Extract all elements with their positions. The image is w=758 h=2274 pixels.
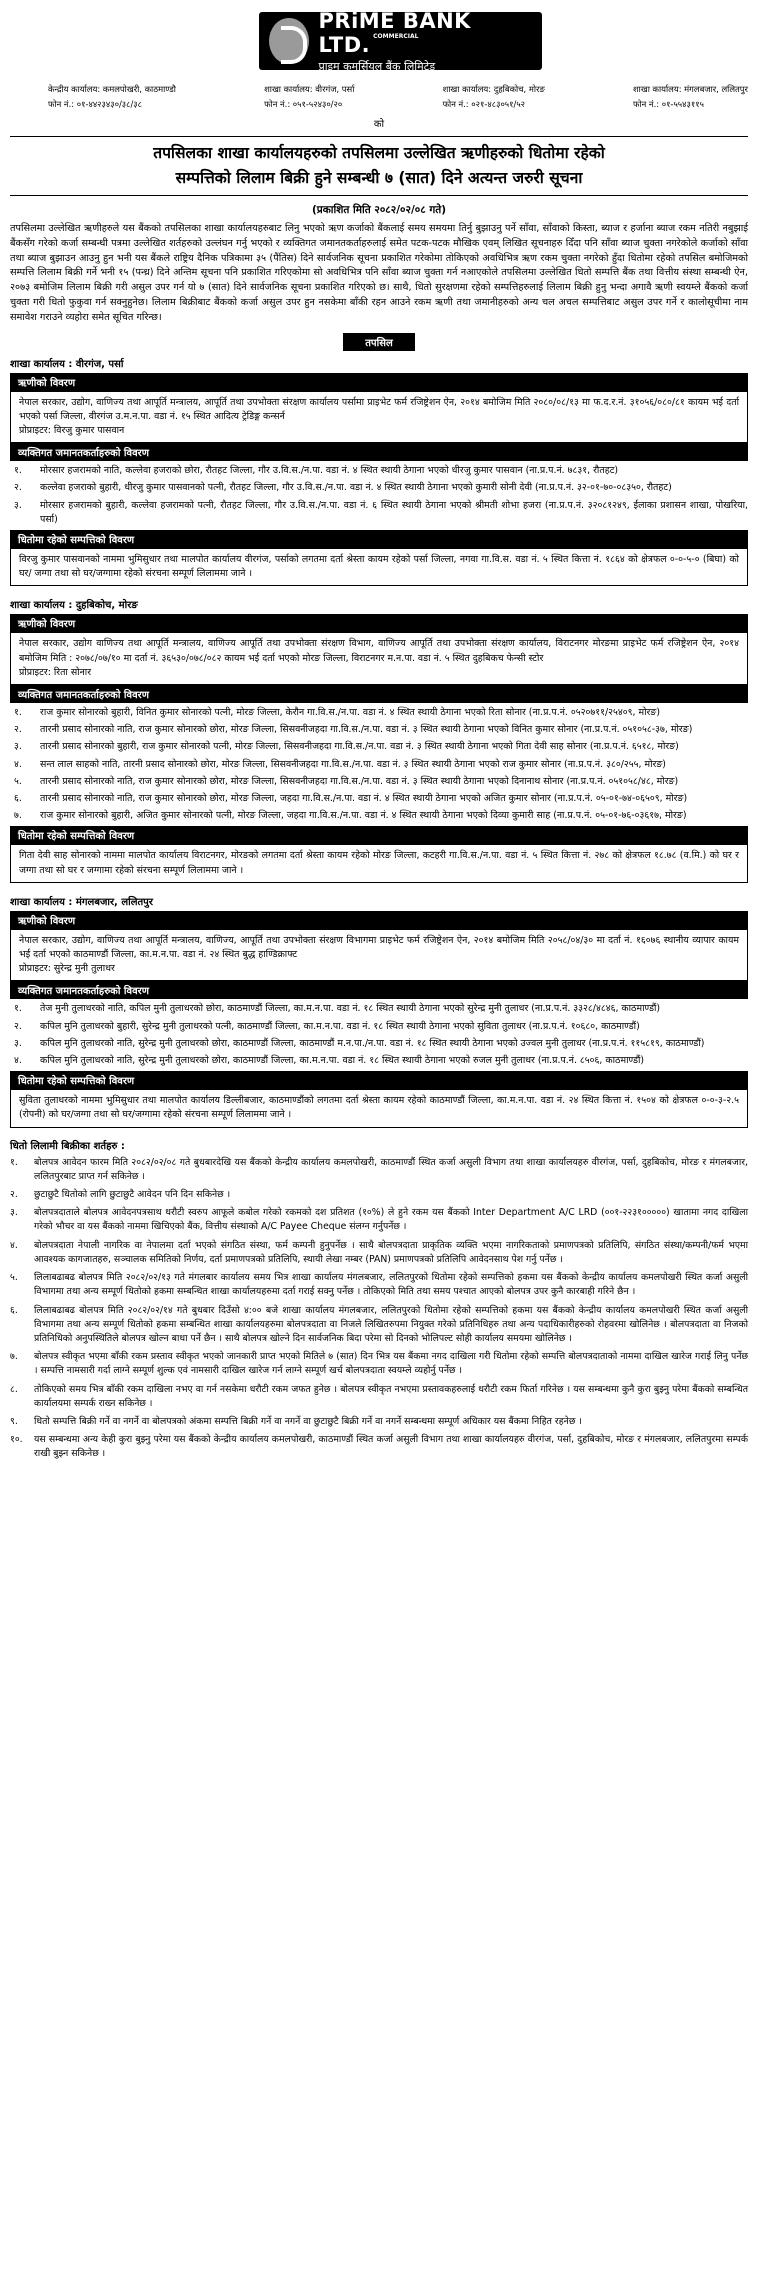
- guarantor-item: ५. तारनी प्रसाद सोनारको नाति, राज कुमार सोनारको छोरा, मोरङ जिल्ला, सिसवनीजहदा गा.वि.स./न.पा. वडा नं. ३ स्थित स्थायी ठेगाना भएको दिनानाथ सोनार (ना.प्र.प.नं. ०५१०५८/४८, मोरङ): [14, 775, 679, 787]
- borrower-header: ऋणीको विवरण: [10, 614, 748, 632]
- section-office-title: शाखा कार्यालय : वीरगंज, पर्सा: [10, 358, 124, 370]
- office-mangalbazar: शाखा कार्यालय: मंगलबजार, ललितपुर फोन नं.: ०१-५५४३११५: [632, 84, 748, 109]
- guarantor-item: १. राज कुमार सोनारको बुहारी, विनित कुमार सोनारको पत्नी, मोरङ जिल्ला, केरौन गा.वि.स./न.पा. वडा नं. ४ स्थित स्थायी ठेगाना भएको रिता सोनार (ना.प्र.प.नं. ०५२०७११/२५४०९, मोरङ): [14, 707, 660, 719]
- guarantor-item: २. कपिल मुनि तुलाधरको बुहारी, सुरेन्द्र मुनी तुलाधरको पत्नी, काठमाण्डौं जिल्ला, का.म.न.पा. वडा नं. १८ स्थित स्थायी ठेगाना भएको सुविता तुलाधर (ना.प्र.प.नं. १०६८०, काठमाण्डौं): [14, 1020, 640, 1032]
- condition-item: १. बोलपत्र आवेदन फारम मिति २०८२/०२/०८ गते बुधबारदेखि यस बैंकको केन्द्रीय कार्यालय कमलपोखरी, काठमाण्डौं स्थित कर्जा असुली विभाग तथा शाखा कार्यालयहरु वीरगंज, पर्सा, दुहबिकोच, मोरङ र मंगलबजार, ललितपुरबाट प्राप्त गर्न सकिनेछ ।: [10, 1156, 748, 1182]
- proprietor: प्रोप्राइटर: रिता सोनार: [19, 666, 92, 678]
- guarantor-item: ३. तारनी प्रसाद सोनारको बुहारी, राज कुमार सोनारको पत्नी, मोरङ जिल्ला, सिसवनीजहदा गा.वि.स./न.पा. वडा नं. ३ स्थित स्थायी ठेगाना भएको गिता देवी साह सोनार (ना.प्र.प.नं. ६५१८, मोरङ): [14, 741, 679, 753]
- condition-item: ३. बोलपत्रदाताले बोलपत्र आवेदनपत्रसाथ धरौटी स्वरुप आफूले कबोल गरेको रकमको दश प्रतिशत (१०%) ले हुने रकम यस बैंकको Inter Department A/C LRD (००१-२२३१०००००) खातामा नगद दाखिला गरेको भौचर वा यस बैंकको नाममा खिचिएको बैंक, वित्तीय संस्थाको A/C Payee Cheque संलग्न गर्नुपर्नेछ ।: [10, 1207, 748, 1233]
- collateral-header: धितोमा रहेको सम्पत्तिको विवरण: [10, 826, 748, 844]
- condition-item: ९. धितो सम्पत्ति बिक्री गर्ने वा नगर्ने वा बोलपत्रको अंकमा सम्पत्ति बिक्री गर्ने वा नगर्ने वा छुटाछुटै बिक्री गर्ने वा नगर्ने सम्बन्धमा सम्पूर्ण अधिकार यस बैंकमा निहित रहनेछ ।: [10, 1415, 582, 1427]
- guarantor-header: व्यक्तिगत जमानतकर्ताहरुको विवरण: [10, 981, 748, 999]
- guarantor-item: २. कल्लेवा हजराको बुहारी, धीरजु कुमार पासवानको पत्नी, रौतहट जिल्ला, गौर उ.वि.स./न.पा. वडा नं. ४ स्थित स्थायी ठेगाना भएको कुमारी सोनी देवी (ना.प्र.प.नं. ३२-०१-७०-०८३५०, रौतहट): [14, 482, 672, 494]
- guarantor-item: ४. सन्त लाल साहको नाति, तारनी प्रसाद सोनारको छोरा, मोरङ जिल्ला, सिसवनीजहदा गा.वि.स./न.पा. वडा नं. ३ स्थित स्थायी ठेगाना भएको राज कुमार सोनार (ना.प्र.प.नं. ३८०/२५५, मोरङ): [14, 758, 666, 770]
- office-central: केन्द्रीय कार्यालय: कमलपोखरी, काठमाण्डौ फोन नं.: ०१-४४२३४३०/३८/३८: [48, 84, 176, 109]
- condition-item: १०. यस सम्बन्धमा अन्य केही कुरा बुझ्नु परेमा यस बैंकको केन्द्रीय कार्यालय कमलपोखरी, काठमाण्डौं स्थित कर्जा असुली विभाग तथा शाखा कार्यालयहरु वीरगंज, पर्सा, दुहबिकोच, मोरङ र मंगलबजार, ललितपुरमा सम्पर्क राखी बुझ्न सकिनेछ ।: [10, 1434, 748, 1460]
- condition-item: ८. तोकिएको समय भित्र बाँकी रकम दाखिला नभए वा गर्न नसकेमा धरौटी रकम जफत हुनेछ । बोलपत्र स्वीकृत नभएमा प्रस्तावकहरुलाई धरौटी रकम फिर्ता गरिनेछ । यस सम्बन्धमा कुनै कुरा बुझ्नु परेमा बैंकको सम्बन्धित कार्यालयमा सम्पर्क राख्न सकिनेछ ।: [10, 1383, 748, 1409]
- guarantor-item: २. तारनी प्रसाद सोनारको नाति, राज कुमार सोनारको छोरा, मोरङ जिल्ला, सिसवनीजहदा गा.वि.स./न.पा. वडा नं. ३ स्थित स्थायी ठेगाना भएको विनित कुमार सोनार (ना.प्र.प.नं. ०५१०५८-३७, मोरङ): [14, 724, 693, 736]
- borrower-details: नेपाल सरकार, उद्योग, वाणिज्य तथा आपूर्ति मन्त्रालय, आपूर्ति तथा उपभोक्ता संरक्षण कार्यालय पर्सामा प्राइभेट फर्म रजिष्ट्रेशन ऐन, २०१४ बमोजिम मिति २०८०/०८/१३ मा फ.द.र.नं. ३१०५६/०८०/८१ कायम भई दर्ता भएको पर्सा जिल्ला, वीरगंज उ.म.न.पा. वडा नं. १५ स्थित आदित्य ट्रेडिङ्ग कन्सर्न प्रोप्राइटर: विरजु कुमार पासवान: [10, 391, 748, 444]
- collateral-details: विरजु कुमार पासवानको नाममा भुमिसुधार तथा मालपोत कार्यालय वीरगंज, पर्साको लगतमा दर्ता श्रेस्ता कायम रहेको पर्सा जिल्ला, नगवा गा.वि.स. वडा नं. ५ स्थित कित्ता नं. १८६४ को क्षेत्रफल ०-०-५-० (बिघा) को घर/ जग्गा तथा सो घर/जग्गामा रहेको संरचना सम्पूर्ण लिलाममा जाने ।: [10, 548, 748, 586]
- office-birgunj: शाखा कार्यालय: वीरगंज, पर्सा फोन नं.: ०५१-५२४३०/२०: [264, 84, 355, 109]
- guarantor-item: ७. राज कुमार सोनारको बुहारी, अजित कुमार सोनारको पत्नी, मोरङ जिल्ला, जहदा गा.वि.स./न.पा. वडा नं. ४ स्थित स्थायी ठेगाना भएको दिव्या कुमारी साह (ना.प्र.प.नं. ०५-०१-७६-०३६१७, मोरङ): [14, 810, 687, 822]
- guarantor-item: ३. कपिल मुनि तुलाधरको नाति, सुरेन्द्र मुनी तुलाधरको छोरा, काठमाण्डौं जिल्ला, काठमाण्डौं म.न.पा./न.पा. वडा नं. १८ स्थित स्थायी ठेगाना भएको उज्वल मुनी तुलाधर (ना.प्र.प.नं. ११५८१९, काठमाण्डौं): [14, 1037, 705, 1049]
- collateral-details: गिता देवी साह सोनारको नाममा मालपोत कार्यालय विराटनगर, मोरङको लगतमा दर्ता श्रेस्ता कायम रहेको मोरङ जिल्ला, कटहरी गा.वि.स./न.पा. वडा नं. ५ स्थित कित्ता नं. २७८ को क्षेत्रफल १८.७८ (व.मि.) को घर र जग्गा तथा सो घर र जग्गामा रहेको संरचना सम्पूर्ण लिलाममा जाने ।: [10, 844, 748, 882]
- borrower-header: ऋणीको विवरण: [10, 911, 748, 929]
- notice-intro: तपसिलमा उल्लेखित ऋणीहरुले यस बैंकको तपसिलका शाखा कार्यालयहरुबाट लिनु भएको ऋण कर्जाको बैंकलाई समय समयमा तिर्नु बुझाउनु पर्ने साँवा, साँवाको किस्ता, ब्याज र हर्जाना ब्याज रकम नतिरी नबुझाई बैंकसँग गरेको कर्जा सम्बन्धी पत्रमा उल्लेखित शर्तहरुको उल्लंघन गर्नु भएको र व्यक्तिगत जमानतकर्ताहरुलाई समेत पटक-पटक मौखिक एवम् लिखित सूचनाहरु दिँदा पनि साँवा ब्याज चुक्ता नगरेकोले कर्जाको साँवा तथा ब्याज बुझाउन आउनु हुन भनी यस बैंकले राष्ट्रिय दैनिक पत्रिकामा ३५ (पैंतिस) दिने सार्वजनिक सूचना प्रकाशित गरेकोमा तोकिएको अवधिभित्र ऋण रकम चुक्ता नगरेको हुँदा धितोमा रहेको तपसिल बमोजिमको सम्पत्ति लिलाम बिक्री गर्ने भनी १५ (पन्ध्र) दिने अन्तिम सूचना पनि प्रकाशित गरिएकोमा सो अवधिभित्र पनि साँवा ब्याज चुक्ता गर्न नआएकोले तपसिलमा उल्लेखित धितो सम्पत्ति बैंक तथा वित्तीय संस्था सम्बन्धी ऐन, २०७३ बमोजिम लिलाम बिक्री गरी असुल उपर गर्न यो ७ (सात) दिने सार्वजनिक सूचना प्रकाशित गरिएको छ। साथै, धितो सुरक्षणमा रहेको सम्पत्तिहरुलाई लिलाम बिक्री हुनु भन्दा अगावै ऋणी स्वयम्ले बैंकको कर्जा चुक्ता गरी धितो फुकुवा गर्न सक्नुहुनेछ। लिलाम बिक्रीबाट बैंकको कर्जा असुल उपर हुन नसकेमा बाँकी रहन आउने रकम ऋणी तथा जमानीहरुको अन्य चल अचल सम्पत्तिबाट असुल उपर गर्ने र कालोसूचीमा नाम समावेश गराउने व्यहोरा समेत सूचित गरिन्छ।: [10, 223, 748, 323]
- prime-bank-emblem-icon: [269, 18, 309, 64]
- guarantor-item: ६. तारनी प्रसाद सोनारको नाति, राज कुमार सोनारको छोरा, मोरङ जिल्ला, जहदा गा.वि.स./न.पा. वडा नं. ४ स्थित स्थायी ठेगाना भएको अजित कुमार सोनार (ना.प्र.प.नं. ०५-०१-७४-०६५०९, मोरङ): [14, 793, 688, 805]
- guarantor-item: ४. कपिल मुनि तुलाधरको नाति, सुरेन्द्र मुनी तुलाधरको छोरा, काठमाण्डौं जिल्ला, का.म.न.पा. वडा नं. १८ स्थित स्थायी ठेगाना भएको रुजल मुनी तुलाधर (ना.प्र.प.नं. ८५०६, काठमाण्डौं): [14, 1055, 645, 1067]
- bank-name-np: प्राइम कमर्सियल बैंक लिमिटेड: [318, 59, 436, 73]
- guarantor-header: व्यक्तिगत जमानतकर्ताहरुको विवरण: [10, 685, 748, 703]
- guarantor-item: ३. मोरसार हजरामको बुहारी, कल्लेवा हजरामको पत्नी, रौतहट जिल्ला, गौर उ.वि.स./न.पा. वडा नं. ६ स्थित स्थायी ठेगाना भएको श्रीमती शोभा हजरा (ना.प्र.प.नं. ३२०८१२४९, ईलाका प्रशासन शाखा, पोखरिया, पर्सा): [14, 499, 748, 525]
- proprietor: प्रोप्राइटर: सुरेन्द्र मुनी तुलाधर: [19, 963, 115, 975]
- borrower-details: नेपाल सरकार, उद्योग वाणिज्य तथा आपूर्ति मन्त्रालय, वाणिज्य आपूर्ति तथा उपभोक्ता संरक्षण विभाग, वाणिज्य आपूर्ति तथा उपभोक्ता संरक्षण कार्यालय, विराटनगर मोरङमा प्राइभेट फर्म रजिष्ट्रेशन ऐन, २०१४ बमोजिम मिति : २०७८/०७/१० मा दर्ता नं. ३६५३०/०७८/०८२ कायम भई दर्ता भएको मोरङ जिल्ला, विराटनगर म.न.पा. वडा नं. ५ स्थित दुहबिकच फेन्सी स्टोर प्रोप्राइटर: रिता सोनार: [10, 632, 748, 685]
- condition-item: ६. लिलाबढाबढ बोलपत्र मिति २०८२/०२/१४ गते बुधबार दिउँसो ४:०० बजे शाखा कार्यालय मंगलबजार, ललितपुरको धितोमा रहेको सम्पत्तिको हकमा यस बैंकको केन्द्रीय कार्यालय कमलपोखरी स्थित कर्जा असुली विभागमा तथा अन्य सम्पूर्ण धितोको हकमा सम्बन्धित शाखा कार्यालयहरुमा बोलपत्रदाता वा निजले लिखितरुपमा नियुक्त गरेको प्रतिनिधिहरु तथा अन्य पदाधिकारीहरुको रोहवरमा खोलिनेछ । बोलपत्रदाता वा निजको प्रतिनिधिको अनुपस्थितिले बोलपत्र खोल्न बाधा पर्ने छैन । साथै बोलपत्र खोल्ने दिन सार्वजनिक बिदा परेमा सो दिनको भोलिपल्ट सोही कार्यालय समयमा खोलिनेछ ।: [10, 1304, 748, 1344]
- ko-label: को: [373, 119, 385, 130]
- condition-item: ४. बोलपत्रदाता नेपाली नागरिक वा नेपालमा दर्ता भएको संगठित संस्था, फर्म कम्पनी हुनुपर्नेछ । साथै बोलपत्रदाता प्राकृतिक व्यक्ति भएमा नागरिकताको प्रमाणपत्रको प्रतिलिपि, संगठित संस्था/कम्पनी/फर्म भएमा आवश्यक कागजातहरु, सञ्चालक समितिको निर्णय, दर्ता प्रमाणपत्रको प्रतिलिपि, स्थायी लेखा नम्बर (PAN) प्रमाणपत्रको प्रतिलिपि आवेदनसाथ पेश गर्नु पर्नेछ ।: [10, 1239, 748, 1265]
- condition-item: ७. बोलपत्र स्वीकृत भएमा बाँकी रकम प्रस्ताव स्वीकृत भएको जानकारी प्राप्त भएको मितिले ७ (सात) दिन भित्र यस बैंकमा नगद दाखिला गरी धितोमा रहेको सम्पत्ति बोलपत्रदाताको नाममा दाखिल खारेज गराई लिनु पर्नेछ । सम्पत्ति नामसारी गर्दा लाग्ने सम्पूर्ण शुल्क एवं नामसारी दाखिल खारेज गर्न लाग्ने सम्पूर्ण खर्च बोलपत्रदाता स्वयम्ले व्यहोर्नु पर्नेछ ।: [10, 1351, 748, 1377]
- collateral-header: धितोमा रहेको सम्पत्तिको विवरण: [10, 1071, 748, 1089]
- condition-item: ५. लिलाबढाबढ बोलपत्र मिति २०८२/०२/१३ गते मंगलबार कार्यालय समय भित्र शाखा कार्यालय मंगलबजार, ललितपुरको धितोमा रहेको सम्पत्तिको हकमा यस बैंकको केन्द्रीय कार्यालय कमलपोखरी स्थित कर्जा असुली विभागमा तथा अन्य सम्पूर्ण धितोको हकमा सम्बन्धित शाखा कार्यालयहरुमा दर्ता गराई सक्नु पर्नेछ । तोकिएको मिति तथा समय पश्चात आएको बोलपत्र उपर कुनै कारबाही गरिने छैन ।: [10, 1272, 748, 1298]
- guarantor-item: १. मोरसार हजरामको नाति, कल्लेवा हजराको छोरा, रौतहट जिल्ला, गौर उ.वि.स./न.पा. वडा नं. ४ स्थित स्थायी ठेगाना भएको धीरजु कुमार पासवान (ना.प्र.प.नं. ७८३१, रौतहट): [14, 465, 619, 477]
- guarantor-header: व्यक्तिगत जमानतकर्ताहरुको विवरण: [10, 443, 748, 461]
- guarantor-item: १. तेज मुनी तुलाधरको नाति, कपिल मुनी तुलाधरको छोरा, काठमाण्डौं जिल्ला, का.म.न.पा. वडा नं. १८ स्थित स्थायी ठेगाना भएको सुरेन्द्र मुनी तुलाधर (ना.प्र.प.नं. ३३२८/४८४६, काठमाण्डौं): [14, 1003, 661, 1015]
- bank-name-en: PRiME BANK LTD.: [318, 8, 471, 57]
- office-duhabi: शाखा कार्यालय: दुहबिकोच, मोरङ फोन नं.: ०२१-४८३०५१/५२: [442, 84, 545, 109]
- bank-logo: [259, 8, 542, 73]
- condition-item: २. छुटाछुटै धितोको लागि छुटाछुटै आवेदन पनि दिन सकिनेछ ।: [10, 1189, 231, 1201]
- proprietor: प्रोप्राइटर: विरजु कुमार पासवान: [19, 424, 125, 436]
- bank-commercial-tag: COMMERCIAL: [373, 32, 419, 40]
- tapsil-label: तपसिल: [343, 333, 415, 351]
- borrower-details: नेपाल सरकार, उद्योग, वाणिज्य तथा आपूर्ति मन्त्रालय, वाणिज्य, आपूर्ति तथा उपभोक्ता संरक्षण विभागमा प्राइभेट फर्म रजिष्ट्रेशन ऐन, २०१४ बमोजिम मिति २०५८/०४/३० मा दर्ता नं. १६०७६ स्थानीय व्यापार कायम भई दर्ता भएको काठमाण्डौं जिल्ला, का.म.न.पा. वडा नं. २४ स्थित बुद्ध हाण्डिक्राफ्ट प्रोप्राइटर: सुरेन्द्र मुनी तुलाधर: [10, 929, 748, 982]
- published-date: (प्रकाशित मिति २०८२/०२/०८ गते): [311, 204, 447, 216]
- letterhead: [0, 0, 758, 92]
- section-office-title: शाखा कार्यालय : मंगलबजार, ललितपुर: [10, 896, 153, 908]
- borrower-header: ऋणीको विवरण: [10, 373, 748, 391]
- conditions-title: धितो लिलामी बिक्रीका शर्तहरु :: [10, 1140, 125, 1152]
- collateral-header: धितोमा रहेको सम्पत्तिको विवरण: [10, 530, 748, 548]
- collateral-details: सुविता तुलाधरको नाममा भुमिसुधार तथा मालपोत कार्यालय डिल्लीबजार, काठमाण्डौंको लगतमा दर्ता श्रेस्ता कायम रहेको काठमाण्डौं जिल्ला, का.म.न.पा. वडा नं. २४ स्थित कित्ता नं. १५०४ को क्षेत्रफल ०-०-३-२.५ (रोपनी) को घर/जग्गा तथा सो घर/जग्गामा रहेको संरचना सम्पूर्ण लिलाममा जाने ।: [10, 1089, 748, 1127]
- section-office-title: शाखा कार्यालय : दुहबिकोच, मोरङ: [10, 600, 138, 612]
- notice-title: तपसिलका शाखा कार्यालयहरुको तपसिलमा उल्लेखित ऋणीहरुको धितोमा रहेको सम्पत्तिको लिलाम बिक्री हुने सम्बन्धी ७ (सात) दिने अत्यन्त जरुरी सूचना: [10, 136, 748, 196]
